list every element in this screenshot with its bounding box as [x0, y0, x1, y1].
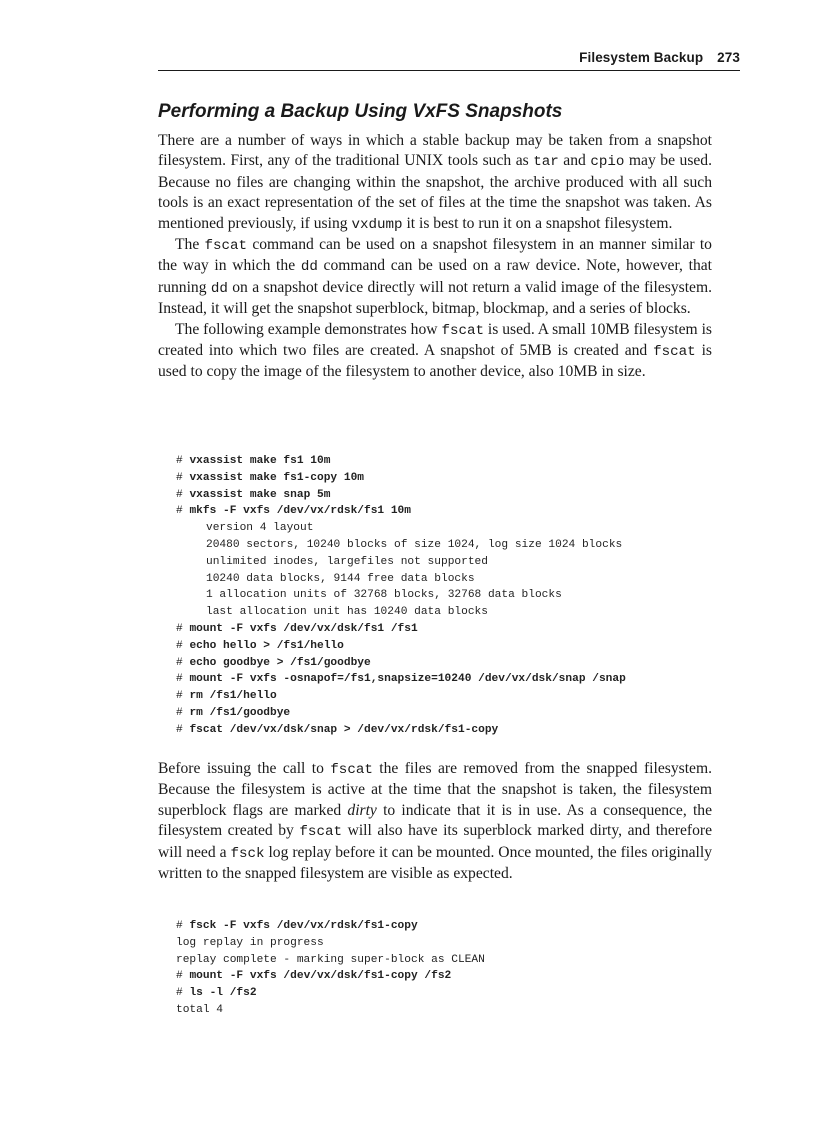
shell-prompt: # — [176, 987, 190, 1000]
code-command-line — [176, 655, 626, 672]
inline-code: tar — [533, 154, 559, 171]
code-block — [176, 918, 485, 1019]
running-header — [158, 48, 740, 71]
text-run: on a snapshot device directly will not return a valid image of the filesystem. Instead, it will get the snapshot superblock, bitmap, blockmap, and a series of blocks. — [158, 278, 712, 318]
code-command-line — [176, 453, 626, 470]
text-run: and — [558, 152, 591, 170]
code-output-line — [176, 604, 626, 621]
paragraph — [158, 235, 712, 320]
code-output-line — [176, 554, 626, 571]
inline-code: cpio — [590, 154, 625, 171]
command-text: vxassist make snap 5m — [189, 488, 331, 501]
text-run: command can be used on a raw device. Note, however, that running — [158, 257, 712, 296]
command-text: rm /fs1/goodbye — [189, 706, 291, 719]
command-text: mount -F vxfs -osnapof=/fs1,snapsize=10240 /dev/vx/dsk/snap /snap — [189, 673, 626, 686]
body-text-upper — [158, 131, 712, 383]
output-text: replay complete - marking super-block as CLEAN — [176, 953, 485, 966]
paragraph — [158, 131, 712, 235]
shell-prompt: # — [176, 920, 190, 932]
inline-code: fscat — [653, 344, 696, 361]
output-text: version 4 layout — [206, 522, 314, 535]
code-output-line — [176, 1002, 485, 1019]
shell-prompt: # — [176, 622, 190, 635]
shell-prompt: # — [176, 970, 190, 983]
text-run: The following example demonstrates how — [175, 320, 442, 338]
output-text: 1 allocation units of 32768 blocks, 32768 data blocks — [206, 589, 562, 602]
output-text: unlimited inodes, largefiles not supported — [206, 555, 488, 568]
command-text: mkfs -F vxfs /dev/vx/rdsk/fs1 10m — [189, 505, 411, 518]
code-block — [176, 453, 626, 739]
page-number: 273 — [717, 50, 740, 65]
shell-prompt: # — [176, 505, 190, 518]
code-command-line — [176, 671, 626, 688]
output-text: total 4 — [176, 1003, 223, 1016]
paragraph — [158, 759, 712, 884]
code-command-line — [176, 503, 626, 520]
body-text-lower — [158, 759, 712, 884]
inline-code: fscat — [330, 762, 373, 778]
shell-prompt: # — [176, 690, 190, 703]
command-text: rm /fs1/hello — [189, 690, 277, 703]
code-command-line — [176, 621, 626, 638]
code-output-line — [176, 571, 626, 588]
command-text: fscat /dev/vx/dsk/snap > /dev/vx/rdsk/fs1-copy — [189, 723, 499, 736]
code-output-line — [176, 587, 626, 604]
inline-code: fscat — [441, 322, 485, 339]
shell-prompt: # — [176, 488, 190, 501]
inline-code: fsck — [230, 845, 265, 862]
code-command-line — [176, 470, 626, 487]
paragraph — [158, 320, 712, 383]
code-command-line — [176, 985, 485, 1002]
code-output-line — [176, 537, 626, 554]
header-title: Filesystem Backup — [579, 50, 704, 65]
code-command-line — [176, 722, 626, 739]
shell-prompt: # — [176, 656, 190, 669]
text-run: to indicate that it is in use. As a consequence, the filesystem created by — [158, 801, 712, 840]
inline-code: fscat — [299, 824, 342, 841]
shell-prompt: # — [176, 471, 190, 484]
text-run: Before issuing the call to — [158, 760, 331, 777]
text-run: The — [175, 236, 205, 254]
shell-prompt: # — [176, 639, 190, 652]
inline-code: fscat — [204, 238, 248, 255]
code-output-line — [176, 935, 485, 952]
inline-code: dd — [210, 280, 228, 297]
shell-prompt: # — [176, 673, 190, 686]
text-run: is used to copy the image of the filesystem to another device, also 10MB in size. — [158, 342, 712, 381]
text-run: may be used. Because no files are changing within the snapshot, the archive produced with all such tools is an exact representation of the set of files at the time the snapshot was taken. As mentioned previously, if using — [158, 152, 712, 232]
code-command-line — [176, 688, 626, 705]
command-text: vxassist make fs1-copy 10m — [189, 471, 364, 484]
text-run: the files are removed from the snapped filesystem. Because the filesystem is active at the time that the snapshot is taken, the filesystem superblock flags are marked — [158, 760, 712, 819]
code-command-line — [176, 487, 626, 504]
text-run: There are a number of ways in which a stable backup may be taken from a snapshot filesystem. First, any of the traditional UNIX tools such as — [158, 132, 712, 170]
shell-prompt: # — [176, 723, 190, 736]
command-text: mount -F vxfs /dev/vx/dsk/fs1 /fs1 — [189, 622, 418, 635]
output-text: 20480 sectors, 10240 blocks of size 1024, log size 1024 blocks — [206, 538, 623, 551]
code-output-line — [176, 952, 485, 969]
section-title: Performing a Backup Using VxFS Snapshots — [158, 101, 563, 122]
code-output-line — [176, 520, 626, 537]
code-command-line — [176, 968, 485, 985]
inline-code: dd — [300, 259, 318, 276]
inline-code: vxdump — [351, 216, 403, 233]
emphasis: dirty — [347, 801, 377, 819]
command-text: vxassist make fs1 10m — [189, 455, 331, 467]
code-command-line — [176, 918, 485, 935]
text-run: log replay before it can be mounted. Once mounted, the files originally written to the snapped filesystem are visible as expected. — [158, 843, 712, 883]
output-text: last allocation unit has 10240 data blocks — [206, 606, 488, 619]
text-run: is used. A small 10MB filesystem is created into which two files are created. A snapshot of 5MB is created and — [158, 320, 713, 360]
shell-prompt: # — [176, 706, 190, 719]
command-text: ls -l /fs2 — [189, 987, 257, 1000]
command-text: fsck -F vxfs /dev/vx/rdsk/fs1-copy — [189, 920, 418, 932]
text-run: command can be used on a snapshot filesystem in an manner similar to the way in which the — [158, 236, 712, 275]
code-command-line — [176, 705, 626, 722]
shell-prompt: # — [176, 455, 190, 467]
output-text: log replay in progress — [176, 936, 324, 949]
command-text: mount -F vxfs /dev/vx/dsk/fs1-copy /fs2 — [189, 970, 452, 983]
text-run: will also have its superblock marked dirty, and therefore will need a — [158, 822, 712, 861]
command-text: echo hello > /fs1/hello — [189, 639, 344, 652]
code-command-line — [176, 638, 626, 655]
text-run: it is best to run it on a snapshot filesystem. — [402, 214, 673, 232]
command-text: echo goodbye > /fs1/goodbye — [189, 656, 371, 669]
output-text: 10240 data blocks, 9144 free data blocks — [206, 572, 475, 585]
